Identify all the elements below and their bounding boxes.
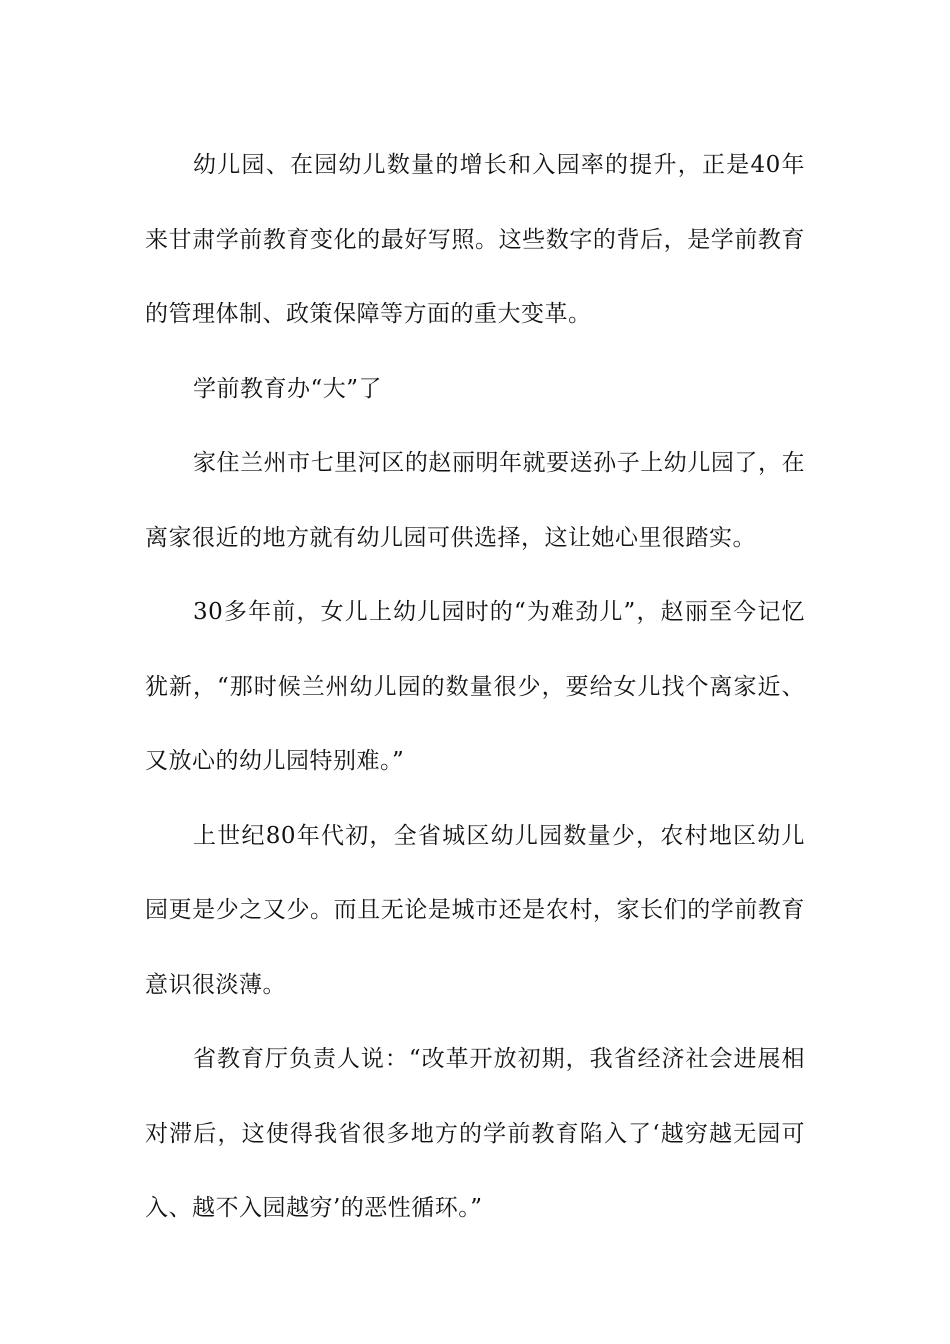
paragraph-official-quote: 省教育厅负责人说：“改革开放初期，我省经济社会进展相对滞后，这使得我省很多地方的学前教育陷入了‘越穷越无园可入、越不入园越穷’的恶性循环。” — [145, 1046, 805, 1221]
document-body — [145, 128, 805, 1246]
paragraph-zhao-li-memory: 30多年前，女儿上幼儿园时的“为难劲儿”，赵丽至今记忆犹新，“那时候兰州幼儿园的数量很少，要给女儿找个离家近、又放心的幼儿园特别难。” — [145, 599, 805, 774]
paragraph-zhao-li-grandson: 家住兰州市七里河区的赵丽明年就要送孙子上幼儿园了，在离家很近的地方就有幼儿园可供选择，这让她心里很踏实。 — [145, 450, 805, 551]
section-heading: 学前教育办“大”了 — [193, 375, 383, 402]
paragraph-1980s-situation: 上世纪80年代初，全省城区幼儿园数量少，农村地区幼儿园更是少之又少。而且无论是城市还是农村，家长们的学前教育意识很淡薄。 — [145, 822, 805, 998]
paragraph-growth-summary: 幼儿园、在园幼儿数量的增长和入园率的提升，正是40年来甘肃学前教育变化的最好写照。这些数字的背后，是学前教育的管理体制、政策保障等方面的重大变革。 — [145, 152, 805, 327]
